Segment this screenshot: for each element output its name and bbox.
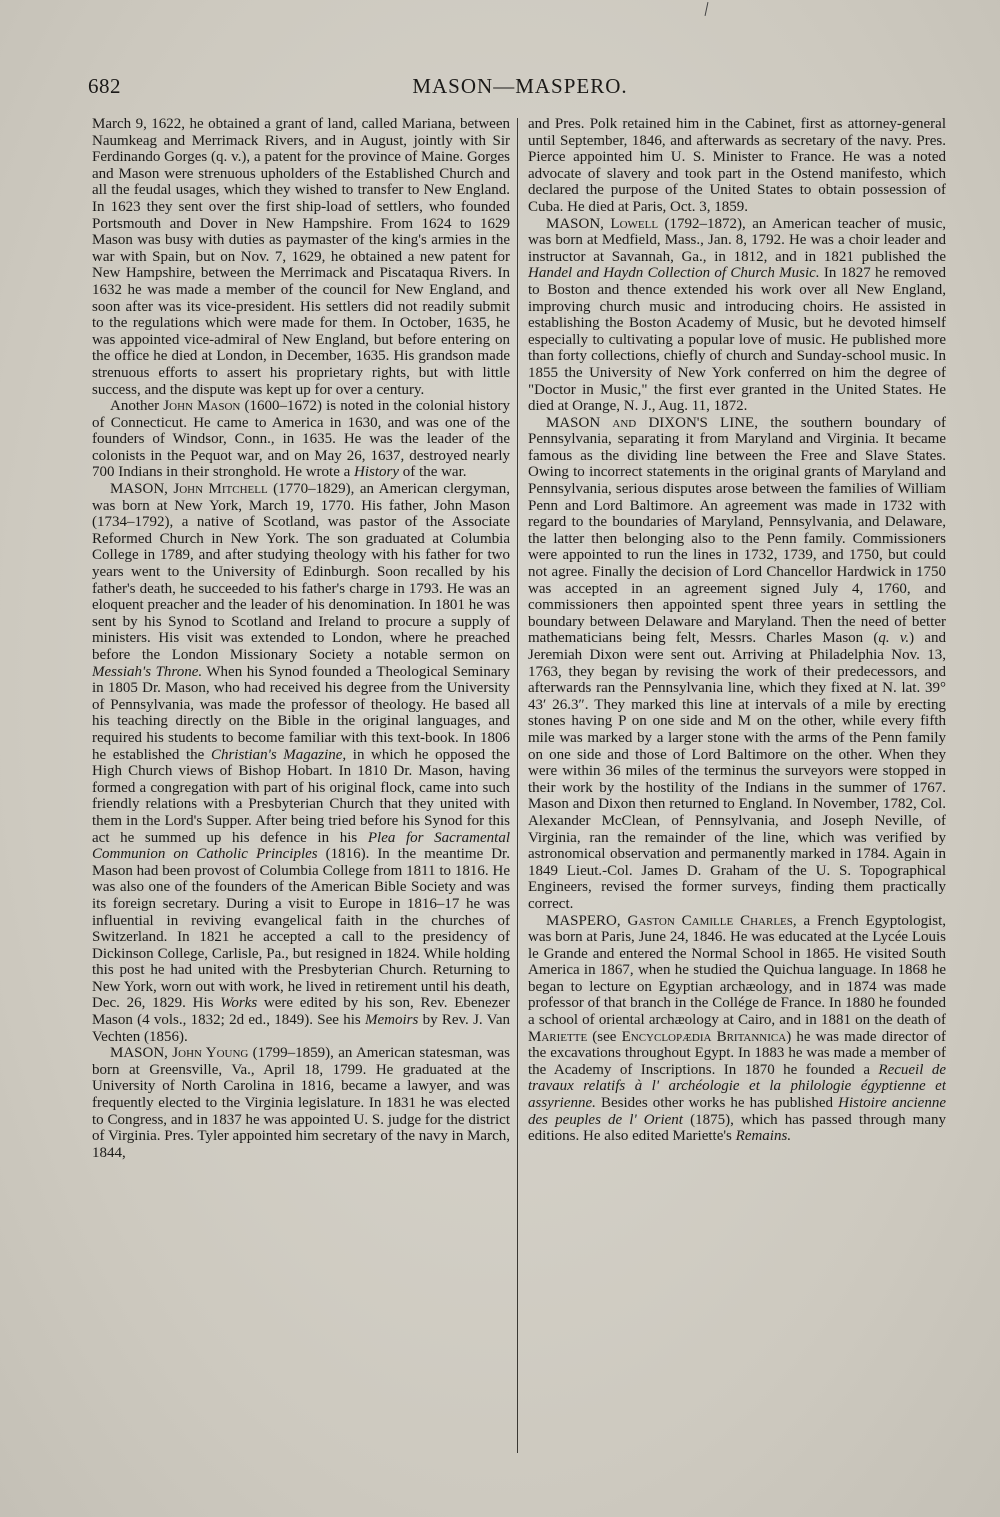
work-title: Works	[220, 995, 258, 1012]
entry-name: John Mason	[163, 398, 241, 415]
entry-continuation-paragraph: March 9, 1622, he obtained a grant of land, called Mariana, between Naumkeag and Merrimack Rivers, and in August, jointly with Sir Ferdinando Gorges (q. v.), a patent for the province of Maine. Gorges and Mason were strenuous upholders of the Established Church and all the feudal usages, which they wished to transfer to New England. In 1623 they sent over the first ship-load of settlers, who founded Portsmouth and Dover in New Hampshire. From 1624 to 1629 Mason was busy with duties as paymaster of the king's armies in the war with Spain, but on Nov. 7, 1629, he obtained a new patent for New Hampshire, between the Merrimack and Piscataqua Rivers. In 1632 he was made a member of the council for New England, and soon after was its vice-president. His settlers did not readily submit to the regulations which were made for them. In October, 1635, he was appointed vice-admiral of New England, but before entering on the office he died at London, in December, 1635. His grandson made strenuous efforts to assert his proprietary rights, but with little success, and the dispute was kept up for over a century.	[92, 116, 510, 398]
work-title: Histoire ancienne des peuples de l' Orient	[528, 1095, 946, 1128]
right-column	[528, 116, 946, 1466]
entry-john-mitchell-mason: MASON, John Mitchell (1770–1829), an American clergyman, was born at New York, March 19, 1770. His father, John Mason (1734–1792), a native of Scotland, was pastor of the Associate Reformed Church in New York. The son graduated at Columbia College in 1789, and after studying theology with his father for two years went to the University of Edinburgh. Soon recalled by his father's death, he succeeded to his father's charge in 1793. He was an eloquent preacher and the leader of his denomination. In 1801 he was sent by his Synod to Scotland and Ireland to procure a supply of ministers. His visit was extended to London, where he preached before the London Missionary Society a notable sermon on Messiah's Throne. When his Synod founded a Theological Seminary in 1805 Dr. Mason, who had received his degree from the University of Pennsylvania, was made the professor of theology. He based all his teaching directly on the Bible in the original languages, and required his students to become familiar with this text-book. In 1806 he established the Christian's Magazine, in which he opposed the High Church views of Bishop Hobart. In 1810 Dr. Mason, having formed a congregation with part of his original flock, came into such friendly relations with a Presbyterian Church that they united with them in the Lord's Supper. After being tried before his Synod for this act he summed up his defence in his Plea for Sacramental Communion on Catholic Principles (1816). In the meantime Dr. Mason had been provost of Columbia College from 1811 to 1816. He was also one of the founders of the American Bible Society and was its foreign secretary. During a visit to Europe in 1816–17 he was influential in reviving evangelical faith in the churches of Switzerland. In 1821 he accepted a call to the presidency of Dickinson College, Carlisle, Pa., but resigned in 1824. While holding this post he had united with the Presbyterian Church. Returning to New York, worn out with work, he lived in retirement until his death, Dec. 26, 1829. His Works were edited by his son, Rev. Ebenezer Mason (4 vols., 1832; 2d ed., 1849). See his Memoirs by Rev. J. Van Vechten (1856).	[92, 481, 510, 1045]
entry-heading: MASON	[546, 414, 613, 431]
entry-continuation-paragraph: and Pres. Polk retained him in the Cabinet, first as attorney-general until September, 1846, and afterwards as secretary of the navy. Pres. Pierce appointed him U. S. Minister to France. He was a noted advocate of slavery and took part in the Ostend manifesto, which declared the purpose of the United States to obtain possession of Cuba. He died at Paris, Oct. 3, 1859.	[528, 116, 946, 215]
entry-lowell-mason: MASON, Lowell (1792–1872), an American teacher of music, was born at Medfield, Mass., Jan. 8, 1792. He was a choir leader and instructor at Savannah, Ga., in 1812, and in 1821 published the Handel and Haydn Collection of Church Music. In 1827 he removed to Boston and thence extended his work over all New England, improving church music and introducing choirs. He assisted in establishing the Boston Academy of Music, but he devoted himself especially to cultivating a popular love of music. He published more than forty collections, chiefly of church and Sunday-school music. In 1855 the University of New York conferred on him the degree of "Doctor in Music," the first ever granted in the United States. He died at Orange, N. J., Aug. 11, 1872.	[528, 215, 946, 415]
work-title: Christian's Magazine,	[210, 746, 347, 763]
work-title: Memoirs	[365, 1012, 419, 1029]
work-title: Messiah's Throne.	[92, 663, 203, 680]
page-number: 682	[88, 74, 121, 98]
entry-given-name: Lowell	[610, 215, 659, 232]
entry-maspero: MASPERO, Gaston Camille Charles, a French Egyptologist, was born at Paris, June 24, 1846. He was educated at the Lycée Louis le Grande and entered the Normal School in 1865. He visited South America in 1867, when he studied the Quichua language. In 1868 he began to lecture on Egyptian archæology, and in 1874 was made professor of that branch in the Collége de France. In 1880 he founded a school of oriental archæology at Cairo, and in 1881 on the death of Mariette (see Encyclopædia Britannica) he was made director of the excavations throughout Egypt. In 1883 he was made a member of the Academy of Inscriptions. In 1870 he founded a Recueil de travaux relatifs à l' archéologie et la philologie égyptienne et assyrienne. Besides other works he has published Histoire ancienne des peuples de l' Orient (1875), which has passed through many editions. He also edited Mariette's Remains.	[528, 912, 946, 1145]
entry-surname: MASPERO,	[546, 912, 628, 929]
entry-john-young-mason: MASON, John Young (1799–1859), an American statesman, was born at Greensville, Va., April 18, 1799. He graduated at the University of North Carolina in 1816, became a lawyer, and was frequently elected to the Virginia legislature. In 1831 he was elected to Congress, and in 1837 he was appointed U. S. judge for the district of Virginia. Pres. Tyler appointed him secretary of the navy in March, 1844,	[92, 1045, 510, 1161]
entry-surname: MASON,	[110, 481, 174, 498]
column-divider	[517, 118, 518, 1453]
entry-mason-dixon-line: MASON and DIXON'S LINE, the southern boundary of Pennsylvania, separating it from Maryland and Virginia. It became famous as the dividing line between the Free and Slave States. Owing to incorrect statements in the original grants of Maryland and Pennsylvania, serious disputes arose between the families of William Penn and Lord Baltimore. An agreement was made in 1732 with regard to the boundaries of Maryland, Pennsylvania, and Delaware, the latter then belonging also to the Penn family. Commissioners were appointed to run the lines in 1732, 1739, and 1750, but could not agree. Finally the decision of Lord Chancellor Hardwick in 1750 was accepted in an agreement signed July 4, 1760, and commissioners then appointed spent three years in settling the boundary between Delaware and Maryland. Then the need of better mathematicians being felt, Messrs. Charles Mason (q. v.) and Jeremiah Dixon were sent out. Arriving at Philadelphia Nov. 13, 1763, they began by revising the work of their predecessors, and afterwards ran the Pennsylvania line, which they fixed at N. lat. 39° 43′ 26.3″. They marked this line at intervals of a mile by erecting stones having P on one side and M on the other, while every fifth mile was marked by a larger stone with the arms of the Penn family on one side and those of Lord Baltimore on the other. When they were within 36 miles of the terminus the surveyors were stopped in their work by the hostility of the Indians in the summer of 1767. Mason and Dixon then returned to England. In November, 1782, Col. Alexander McClean, of Pennsylvania, and Joseph Neville, of Virginia, ran the remainder of the line, which was verified by astronomical observation and permanently marked in 1784. Again in 1849 Lieut.-Col. James D. Graham of the U. S. Topographical Engineers, revised the former surveys, finding them practically correct.	[528, 414, 946, 912]
work-title: History	[354, 464, 400, 481]
entry-surname: MASON,	[546, 215, 611, 232]
margin-mark	[705, 2, 709, 16]
work-title: Handel and Haydn Collection of Church Music.	[528, 265, 820, 282]
work-title: Recueil de travaux relatifs à l' archéologie et la philologie égyptienne et assyrienne.	[528, 1061, 946, 1112]
text-columns	[92, 116, 952, 1466]
entry-given-name: John Mitchell	[173, 481, 268, 498]
entry-surname: MASON,	[110, 1045, 173, 1062]
entry-john-mason-paragraph: Another John Mason (1600–1672) is noted in the colonial history of Connecticut. He came to America in 1630, and was one of the founders of Windsor, Conn., in 1635. He was the leader of the colonists in the Pequot war, and on May 26, 1637, destroyed nearly 700 Indians in their stronghold. He wrote a History of the war.	[92, 398, 510, 481]
page-header	[0, 74, 1000, 104]
entry-given-name: Gaston Camille Charles,	[627, 912, 797, 929]
work-title: Remains.	[735, 1128, 792, 1145]
work-title: Plea for Sacramental Communion on Catholic Principles	[92, 829, 510, 863]
entry-given-name: John Young	[172, 1045, 249, 1062]
left-column	[92, 116, 510, 1466]
running-head: MASON—MASPERO.	[412, 74, 628, 98]
